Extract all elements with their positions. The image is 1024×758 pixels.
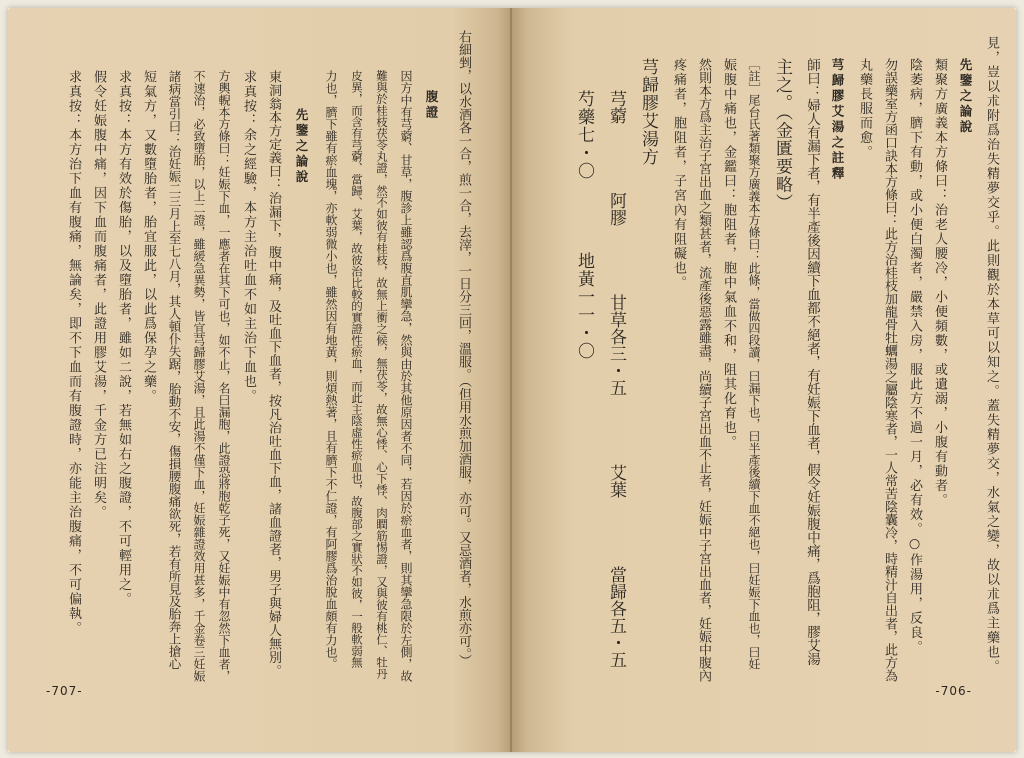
text-column: 東洞翁本方定義曰：治漏下，腹中痛，及吐血下血者，按凡治吐血下血，諸血證者，男子與婦人無別。 xyxy=(266,70,281,678)
section-heading: 腹證 xyxy=(424,90,439,121)
open-book xyxy=(8,8,1016,752)
text-column: 右細剉，以水酒各一合，煎一合，去滓，一日分三回，溫服。（但用水煎加酒服，亦可。又忌酒者，水煎亦可。） xyxy=(456,30,471,667)
text-column: 假令妊娠腹中痛，因下血而腹痛者，此證用膠艾湯，千金方已注明矣。 xyxy=(91,70,106,520)
ingredient-column: 芍藥七・〇 地黃一一・〇 xyxy=(574,90,594,360)
ingredient-column: 芎藭 阿膠 甘草各三・五 艾葉 當歸各五・五 xyxy=(606,90,626,668)
text-column: 求真按：本方有效於傷胎，以及墮胎者，雖如二說，若無如右之腹證，不可輕用之。 xyxy=(116,70,131,607)
page-number: -706- xyxy=(935,684,972,698)
text-column: 力也，臍下雖有瘀血塊，亦軟弱微小也，雖然因有地黃，則煩熱著，且有臍下不仁證，有阿膠爲治脫血頗有力也。 xyxy=(324,70,338,670)
text-column: 皮異，而含有芎藭、當歸、艾葉，故彼治比較的實證性瘀血，而此主陰虛性瘀血也，故腹部之實狀不如彼，一般軟弱無 xyxy=(350,70,364,668)
section-heading: 先鑒之論說 xyxy=(958,58,973,136)
text-column: 難與於桂枝茯苓丸證，然不如彼有桂枝，故無上衝之候，無茯苓，故無心悸、心下悸、肉瞤筋惕證，又與彼有桃仁、牡丹 xyxy=(375,70,389,680)
formula-title: 芎歸膠艾湯方 xyxy=(638,58,658,166)
text-column: 諸病當引曰：治妊娠二三月上至七八月，其人頓仆失踞，胎動不安，傷損腰腹痛欲死，若有所見及胎奔上搶心 xyxy=(167,70,182,670)
left-page xyxy=(8,8,512,752)
text-column: 類聚方廣義本方條曰：治老人腰冷，小便頻數，或遺溺，小腹有動者。 xyxy=(932,58,947,508)
text-column: 疼痛者，胞阻者，子宮內有阻礙也。 xyxy=(671,58,686,290)
text-column: 方輿輗本方條曰：妊娠下血，一應者在其下可也，如不止，名曰漏胞，此證恐將胞乾子死，又妊娠中有忽然下血者， xyxy=(217,70,231,682)
text-column: 求真按：本方治下血有腹痛，無論矣，即不下血而有腹證時，亦能主治腹痛，不可偏執。 xyxy=(66,70,81,636)
text-column: 因方中有芎藭、甘草，腹診上雖認爲腹直肌攣急，然與由於其他原因者不同，若因於瘀血者，則其攣急限於左側，故 xyxy=(399,70,413,682)
section-heading: 芎歸膠艾湯之註釋 xyxy=(830,58,845,182)
text-column: 見，豈以朮附爲治失精夢交乎。此則觀於本草可以知之。蓋失精夢交，水氣之變，故以朮爲主藥也。 xyxy=(984,36,999,674)
text-column: 主之。（金匱要略） xyxy=(772,58,792,212)
text-column: 短氣方，又數墮胎者，胎宜服此，以此爲保孕之藥。 xyxy=(141,70,156,404)
text-column: 然則本方爲主治子宮出血之類甚者，流產後惡露雖盡，尚續子宮出血不止者，妊娠中子宮出血者，妊娠中腹內 xyxy=(696,58,711,682)
page-number: -707- xyxy=(46,684,83,698)
text-column: 不速治，必致墮胎，以上二證，雖緩急異勢，皆宜芎歸膠艾湯，且此湯不僅下血，妊娠雜證效用甚多，千金卷三妊娠 xyxy=(192,70,206,682)
text-column: 丸藥長服而愈。 xyxy=(857,58,872,160)
text-column: 娠腹中痛也，金鑑曰：胞阻者，胞中氣血不和，阻其化育也。 xyxy=(721,58,736,450)
text-column: 師曰：婦人有漏下者，有半產後因續下血都不絕者，有妊娠下血者，假令妊娠腹中痛，爲胞阻，膠艾湯 xyxy=(804,58,820,666)
text-column: 陰萎病，臍下有動，或小便白濁者，嚴禁入房，服此方不過一月，必有效。○作湯用，反良。 xyxy=(907,58,922,655)
right-page xyxy=(512,8,1016,752)
text-column: 勿誤藥室方函口訣本方條曰：此方治桂枝加龍骨牡蠣湯之屬陰寒者，一人常苦陰囊冷，時精汁自出者，此方為 xyxy=(882,58,897,682)
text-column: 求真按：余之經驗，本方主治吐血不如主治下血也。 xyxy=(241,70,256,404)
section-heading: 先鑒之論說 xyxy=(294,108,309,186)
text-column: ［註］尾台氏著類聚方廣義本方條曰：此條，當做四段讀，曰漏下也，曰半產後續下血不絕也，曰妊娠下血也，曰妊 xyxy=(747,58,761,670)
